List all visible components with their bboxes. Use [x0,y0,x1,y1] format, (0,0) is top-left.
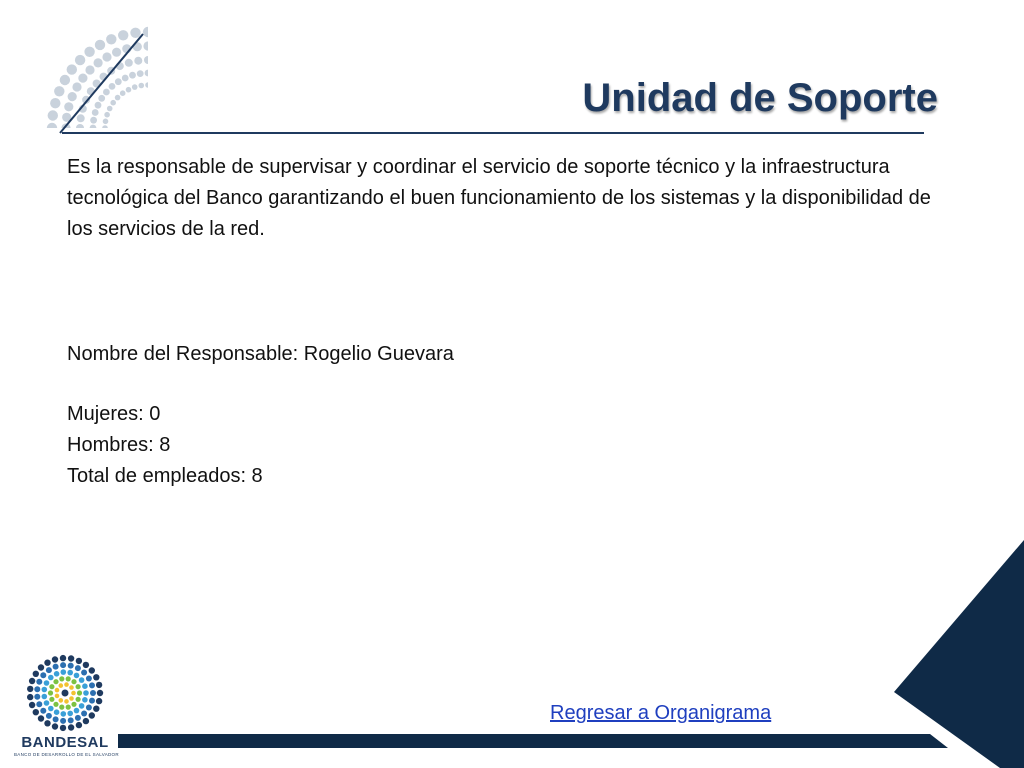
logo-tagline: BANCO DE DESARROLLO DE EL SALVADOR [14,752,119,757]
logo-name: BANDESAL [21,734,109,751]
women-count: Mujeres: 0 [67,403,161,425]
bandesal-logo-icon [26,654,104,732]
back-to-org-chart-link[interactable]: Regresar a Organigrama [550,702,772,724]
bandesal-logo [14,654,119,764]
page-title: Unidad de Soporte [582,76,938,120]
footer-bar [0,724,1024,754]
total-employees: Total de empleados: 8 [67,465,263,487]
content-body [67,152,937,492]
decorative-dot-arc [38,18,148,128]
responsible-name: Nombre del Responsable: Rogelio Guevara [67,343,454,365]
unit-description: Es la responsable de supervisar y coordinar el servicio de soporte técnico y la infraestructura tecnológica del Banco garantizando el buen funcionamiento de los sistemas y la disponibilidad de los servicios de la red. [67,156,931,240]
men-count: Hombres: 8 [67,434,171,456]
